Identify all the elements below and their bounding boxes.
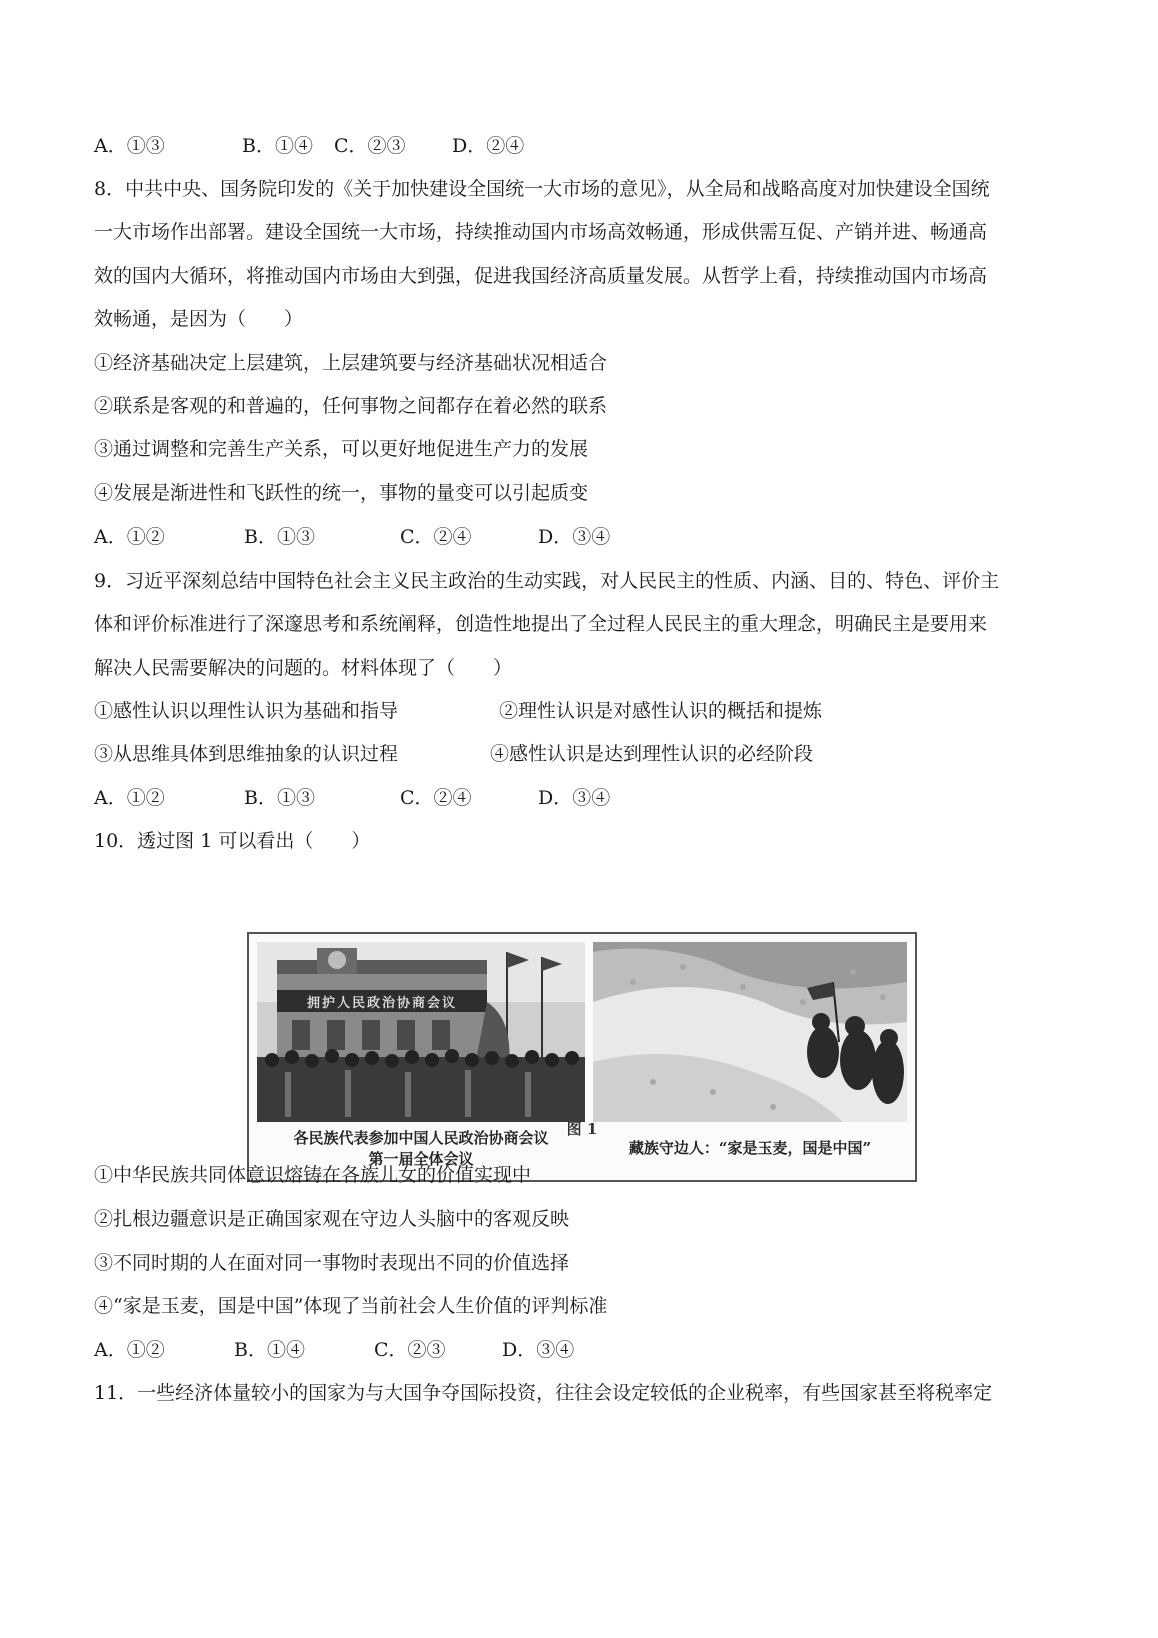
conference-photo bbox=[257, 942, 585, 1122]
q8-item-4: ④发展是渐进性和飞跃性的统一，事物的量变可以引起质变 bbox=[94, 482, 589, 504]
q7-option-c: C．②③ bbox=[334, 135, 406, 157]
q10-option-d: D．③④ bbox=[502, 1339, 575, 1361]
q9-option-d: D．③④ bbox=[538, 787, 611, 809]
q10-item-2: ②扎根边疆意识是正确国家观在守边人头脑中的客观反映 bbox=[94, 1208, 570, 1230]
q8-stem-line-1: 8．中共中央、国务院印发的《关于加快建设全国统一大市场的意见》，从全局和战略高度对加快建设全国统 bbox=[94, 178, 990, 200]
figure-1 bbox=[247, 932, 917, 1182]
border-guardians-photo bbox=[593, 942, 907, 1122]
q9-item-4: ④感性认识是达到理性认识的必经阶段 bbox=[490, 743, 814, 765]
right-caption: 藏族守边人：“家是玉麦，国是中国” bbox=[628, 1139, 872, 1157]
q9-option-b: B．①③ bbox=[244, 787, 315, 809]
q9-item-1: ①感性认识以理性认识为基础和指导 bbox=[94, 700, 399, 722]
q7-option-b: B．①④ bbox=[242, 135, 313, 157]
q10-item-1: ①中华民族共同体意识熔铸在各族儿女的价值实现中 bbox=[94, 1164, 532, 1186]
q8-option-b: B．①③ bbox=[244, 526, 315, 548]
q8-option-d: D．③④ bbox=[538, 526, 611, 548]
q8-stem-line-4: 效畅通，是因为（ ） bbox=[94, 308, 304, 330]
q10-stem: 10．透过图 1 可以看出（ ） bbox=[94, 830, 371, 852]
q9-stem-line-3: 解决人民需要解决的问题的。材料体现了（ ） bbox=[94, 657, 513, 679]
q10-option-c: C．②③ bbox=[374, 1339, 446, 1361]
q7-option-a: A．①③ bbox=[94, 135, 165, 157]
q8-item-3: ③通过调整和完善生产关系，可以更好地促进生产力的发展 bbox=[94, 438, 589, 460]
left-caption-line-1: 各民族代表参加中国人民政治协商会议 bbox=[293, 1129, 549, 1147]
left-caption-line-2: 第一届全体会议 bbox=[368, 1150, 474, 1168]
q9-stem-line-1: 9．习近平深刻总结中国特色社会主义民主政治的生动实践，对人民民主的性质、内涵、目的、特色、评价主 bbox=[94, 570, 1000, 592]
q10-option-a: A．①② bbox=[94, 1339, 165, 1361]
q8-option-a: A．①② bbox=[94, 526, 165, 548]
q8-stem-line-2: 一大市场作出部署。建设全国统一大市场，持续推动国内市场高效畅通，形成供需互促、产销并进、畅通高 bbox=[94, 221, 988, 243]
q9-option-a: A．①② bbox=[94, 787, 165, 809]
q8-item-2: ②联系是客观的和普遍的，任何事物之间都存在着必然的联系 bbox=[94, 395, 608, 417]
q9-item-2: ②理性认识是对感性认识的概括和提炼 bbox=[499, 700, 823, 722]
q9-option-c: C．②④ bbox=[400, 787, 472, 809]
q11-stem-line-1: 11．一些经济体量较小的国家为与大国争夺国际投资，往往会设定较低的企业税率，有些国家甚至将税率定 bbox=[94, 1382, 993, 1404]
figure-1-label: 图 1 bbox=[566, 1120, 598, 1138]
q8-option-c: C．②④ bbox=[400, 526, 472, 548]
q8-item-1: ①经济基础决定上层建筑，上层建筑要与经济基础状况相适合 bbox=[94, 352, 608, 374]
q10-item-4: ④“家是玉麦，国是中国”体现了当前社会人生价值的评判标准 bbox=[94, 1295, 608, 1317]
q10-option-b: B．①④ bbox=[234, 1339, 305, 1361]
q8-stem-line-3: 效的国内大循环，将推动国内市场由大到强，促进我国经济高质量发展。从哲学上看，持续推动国内市场高 bbox=[94, 265, 988, 287]
q9-stem-line-2: 体和评价标准进行了深邃思考和系统阐释，创造性地提出了全过程人民民主的重大理念，明确民主是要用来 bbox=[94, 613, 988, 635]
banner-text: 拥护人民政治协商会议 bbox=[306, 996, 457, 1011]
q9-item-3: ③从思维具体到思维抽象的认识过程 bbox=[94, 743, 399, 765]
q7-option-d: D．②④ bbox=[452, 135, 525, 157]
q10-item-3: ③不同时期的人在面对同一事物时表现出不同的价值选择 bbox=[94, 1252, 570, 1274]
